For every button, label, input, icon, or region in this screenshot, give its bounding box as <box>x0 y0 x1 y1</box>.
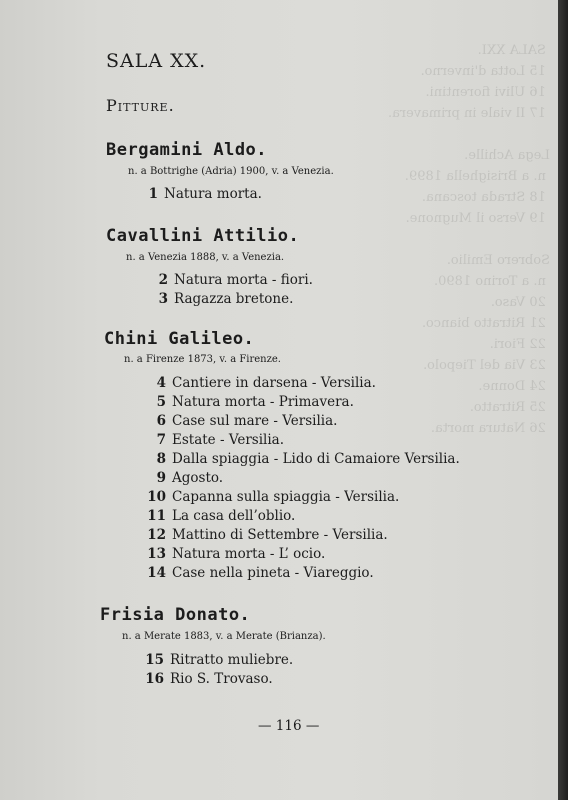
work-title: Estate - Versilia. <box>172 432 284 448</box>
work-number: 15 <box>145 652 164 668</box>
work-title: Natura morta. <box>164 186 262 202</box>
work-title: Ritratto muliebre. <box>170 652 294 668</box>
work-number: 12 <box>147 527 166 543</box>
work-item <box>144 489 399 505</box>
work-title: Ragazza bretone. <box>174 291 294 307</box>
work-number: 2 <box>158 272 168 288</box>
room-heading: SALA XX. <box>106 50 207 72</box>
work-title: Natura morta - fiori. <box>174 272 313 288</box>
work-title: Mattino di Settembre - Versilia. <box>172 527 388 543</box>
work-number: 14 <box>147 565 166 581</box>
work-number: 8 <box>156 451 166 467</box>
work-item <box>144 565 374 581</box>
work-title: La casa dell’oblio. <box>172 508 296 524</box>
work-number: 13 <box>147 546 166 562</box>
section-heading: Pitture. <box>106 96 175 115</box>
work-item <box>144 546 325 562</box>
artist-bio: n. a Venezia 1888, v. a Venezia. <box>126 252 285 263</box>
work-title: Case sul mare - Versilia. <box>172 413 338 429</box>
work-number: 1 <box>148 186 158 202</box>
artist-bio: n. a Firenze 1873, v. a Firenze. <box>124 354 281 365</box>
work-title: Natura morta - L’ ocio. <box>172 546 326 562</box>
work-item <box>142 652 293 668</box>
artist-bio: n. a Bottrighe (Adria) 1900, v. a Venezia. <box>128 166 334 177</box>
artist-name: Frisia Donato. <box>100 605 251 625</box>
work-number: 9 <box>156 470 166 486</box>
page-edge <box>558 0 568 800</box>
work-number: 16 <box>145 671 164 687</box>
work-number: 3 <box>158 291 168 307</box>
work-title: Capanna sulla spiaggia - Versilia. <box>172 489 400 505</box>
artist-name: Chini Galileo. <box>104 329 255 349</box>
work-title: Cantiere in darsena - Versilia. <box>172 375 376 391</box>
work-item <box>144 375 376 391</box>
work-item <box>144 451 460 467</box>
artist-name: Bergamini Aldo. <box>106 140 268 160</box>
work-number: 11 <box>147 508 166 524</box>
work-item <box>144 432 284 448</box>
work-title: Case nella pineta - Viareggio. <box>172 565 374 581</box>
work-item <box>136 186 262 202</box>
work-title: Agosto. <box>172 470 224 486</box>
work-item <box>144 394 354 410</box>
work-title: Dalla spiaggia - Lido di Camaiore Versilia. <box>172 451 460 467</box>
work-item <box>144 470 223 486</box>
work-number: 6 <box>156 413 166 429</box>
work-number: 7 <box>156 432 166 448</box>
work-item <box>146 291 293 307</box>
bleed-through-text: SALA XXI. 15 Lotta d'inverno. 16 Ulivi fiorentini. 17 Il viale in primavera. Lega Achille. n. a Brisighella 1899. 18 Strada toscana. 19 Verso il Mugnone. Sobrero Emilio. n. a Torino 1890. 20 Vaso. 21 Ritratto bianco. 22 Fiori. 23 Via del Tiepolo. 24 Donne. 25 Ritratto. 26 Natura morta. <box>387 43 550 436</box>
work-item <box>144 508 295 524</box>
work-item <box>144 527 388 543</box>
work-item <box>146 272 313 288</box>
work-title: Natura morta - Primavera. <box>172 394 354 410</box>
artist-bio: n. a Merate 1883, v. a Merate (Brianza). <box>122 631 326 642</box>
work-item <box>144 413 337 429</box>
page-number: — 116 — <box>258 718 320 734</box>
artist-name: Cavallini Attilio. <box>106 226 300 246</box>
work-number: 10 <box>147 489 166 505</box>
work-number: 4 <box>156 375 166 391</box>
work-title: Rio S. Trovaso. <box>170 671 273 687</box>
work-item <box>142 671 273 687</box>
work-number: 5 <box>156 394 166 410</box>
